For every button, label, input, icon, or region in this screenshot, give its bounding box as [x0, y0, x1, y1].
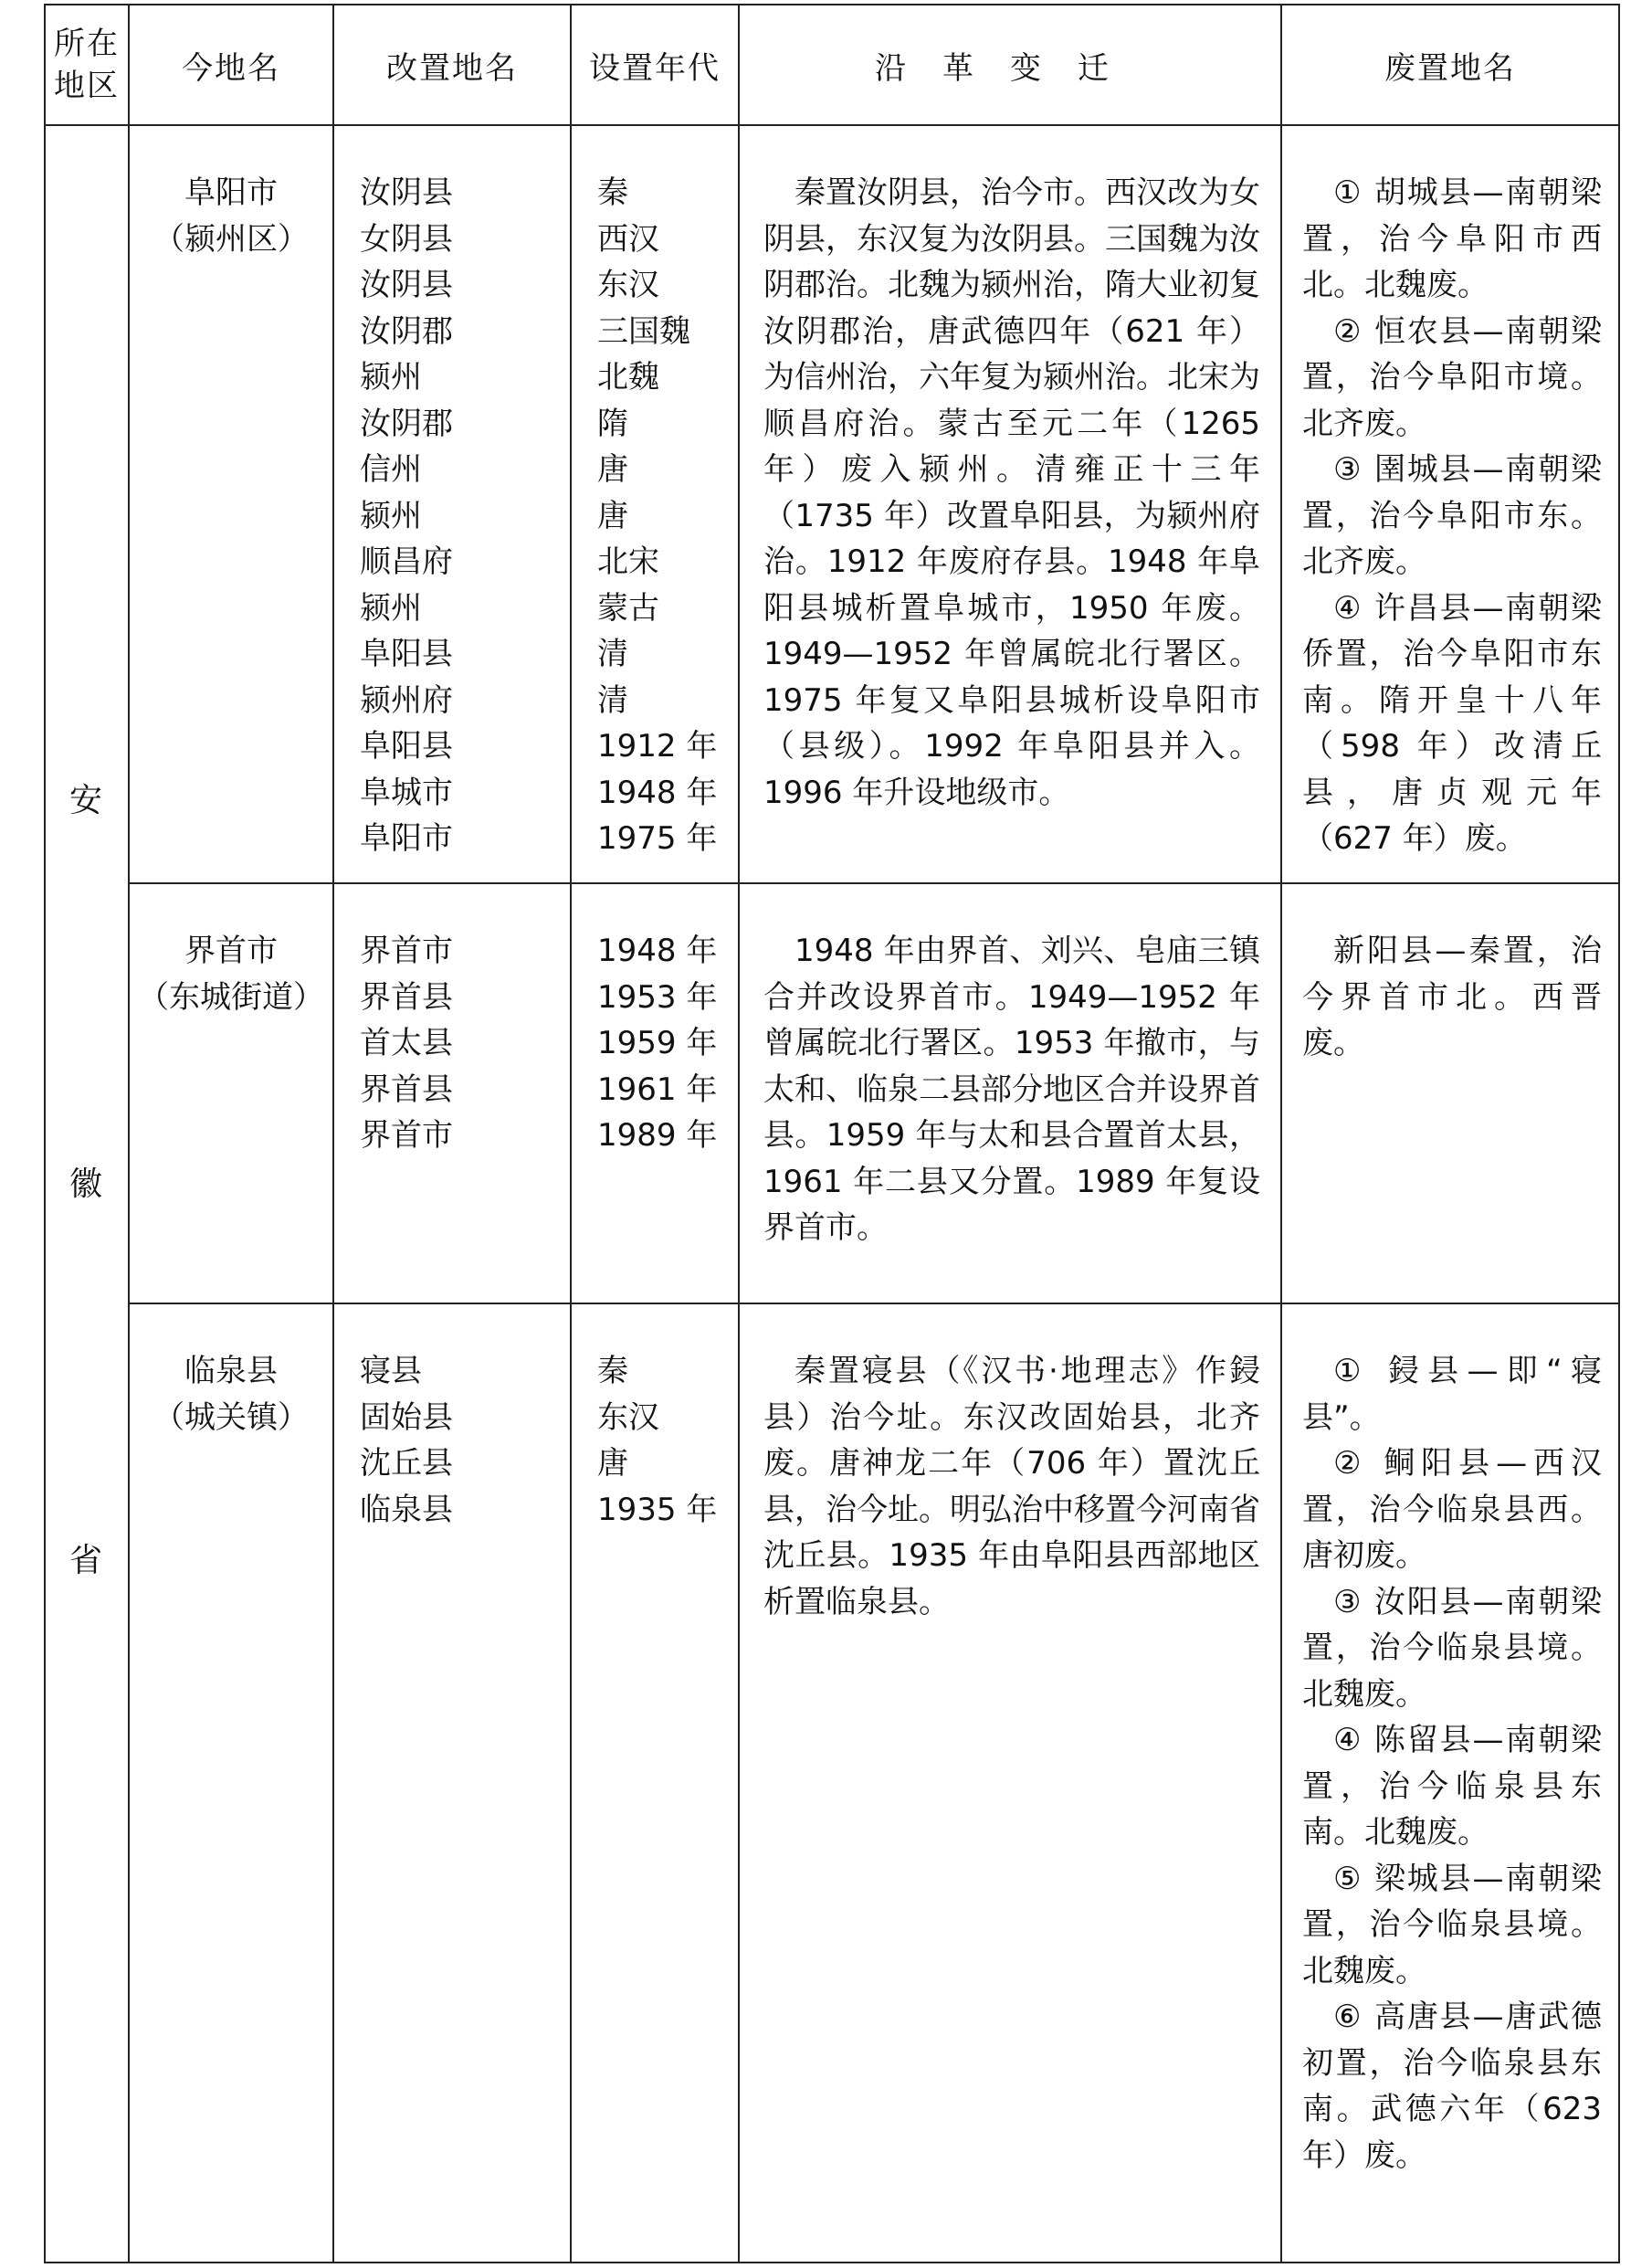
header-region-line2: 地区 — [54, 68, 120, 104]
abolished-item: ⑤ 梁城县—南朝梁置，治今临泉县境。北魏废。 — [1302, 1860, 1602, 1989]
history-text: 1948 年由界首、刘兴、皂庙三镇合并改设界首市。1949—1952 年曾属皖北行署区。1953 年撤市，与太和、临泉二县部分地区合并设界首县。1959 年与太和县合置首太县，1961 年二县又分置。1989 年复设界首市。 — [763, 933, 1260, 1246]
abolished-item: ① 鋟县—即“寝县”。 — [1302, 1353, 1602, 1436]
era-item: 清 — [597, 636, 628, 672]
era-item: 1935 年 — [597, 1491, 718, 1528]
table-row — [45, 125, 1619, 883]
current-name-cell — [129, 1303, 333, 2263]
renamed-item: 界首市 — [360, 933, 453, 969]
table-row — [45, 1303, 1619, 2263]
era-item: 三国魏 — [597, 312, 690, 350]
current-seat: （颍州区） — [153, 220, 309, 258]
era-item: 1959 年 — [597, 1025, 718, 1061]
renamed-cell — [333, 1303, 571, 2263]
renamed-item: 汝阴郡 — [360, 312, 453, 350]
abolished-cell — [1281, 1303, 1619, 2263]
table-row — [45, 883, 1619, 1303]
header-abolished: 废置地名 — [1281, 5, 1619, 125]
header-region — [45, 5, 129, 125]
era-item: 唐 — [597, 451, 628, 488]
history-text: 秦置汝阴县，治今市。西汉改为女阴县，东汉复为汝阴县。三国魏为汝阴郡治。北魏为颍州治，隋大业初复汝阴郡治，唐武德四年（621 年）为信州治，六年复为颍州治。北宋为顺昌府治。蒙古至元二年（1265 年）废入颍州。清雍正十三年（1735 年）改置阜阳县，为颍州府治。1912 年废府存县。1948 年阜阳县城析置阜城市，1950 年废。1949—1952 年曾属皖北行署区。1975 年复又阜阳县城析设阜阳市（县级）。1992 年阜阳县并入。1996 年升设地级市。 — [763, 174, 1260, 811]
abolished-item: ⑥ 高唐县—唐武德初置，治今临泉县东南。武德六年（623 年）废。 — [1302, 1999, 1602, 2174]
renamed-item: 临泉县 — [360, 1491, 453, 1528]
renamed-cell — [333, 125, 571, 883]
current-seat: （城关镇） — [153, 1398, 309, 1436]
gazetteer-table — [44, 4, 1620, 2263]
current-name: 阜阳市 — [184, 174, 278, 211]
current-name: 界首市 — [184, 933, 278, 969]
renamed-item: 阜城市 — [360, 774, 453, 811]
history-cell — [739, 125, 1281, 883]
province-char: 省 — [68, 1542, 102, 1579]
renamed-item: 汝阴县 — [360, 267, 453, 303]
era-item: 东汉 — [597, 1398, 659, 1436]
era-item: 秦 — [597, 1353, 628, 1389]
era-item: 北魏 — [597, 359, 659, 396]
era-item: 西汉 — [597, 220, 659, 258]
current-name: 临泉县 — [184, 1353, 278, 1389]
header-row — [45, 5, 1619, 125]
era-item: 1948 年 — [597, 774, 718, 811]
province-char: 徽 — [68, 1166, 102, 1203]
renamed-item: 阜阳县 — [360, 636, 453, 672]
renamed-item: 界首县 — [360, 1071, 453, 1108]
renamed-item: 界首市 — [360, 1117, 453, 1154]
renamed-item: 固始县 — [360, 1398, 453, 1436]
era-item: 清 — [597, 681, 628, 719]
renamed-item: 阜阳市 — [360, 820, 453, 857]
header-era: 设置年代 — [571, 5, 739, 125]
renamed-item: 颍州府 — [360, 681, 453, 719]
renamed-cell — [333, 883, 571, 1303]
abolished-cell — [1281, 883, 1619, 1303]
header-renamed: 改置地名 — [333, 5, 571, 125]
renamed-item: 女阴县 — [360, 220, 453, 258]
era-item: 唐 — [597, 497, 628, 534]
era-item: 1989 年 — [597, 1117, 718, 1154]
renamed-item: 沈丘县 — [360, 1445, 453, 1482]
header-current-name: 今地名 — [129, 5, 333, 125]
header-region-line1: 所在 — [54, 26, 120, 62]
abolished-item: ② 鲖阳县—西汉置，治今临泉县西。唐初废。 — [1302, 1445, 1602, 1574]
era-cell — [571, 1303, 739, 2263]
era-item: 北宋 — [597, 543, 659, 580]
renamed-item: 阜阳县 — [360, 728, 453, 765]
abolished-item: ② 恒农县—南朝梁置，治今阜阳市境。北齐废。 — [1302, 312, 1602, 442]
renamed-item: 颍州 — [360, 359, 422, 396]
header-history: 沿革变迁 — [739, 5, 1281, 125]
renamed-item: 寝县 — [360, 1353, 422, 1389]
era-item: 蒙古 — [597, 589, 659, 627]
abolished-item: ① 胡城县—南朝梁置，治今阜阳市西北。北魏废。 — [1302, 174, 1602, 303]
era-item: 1912 年 — [597, 728, 718, 765]
renamed-item: 信州 — [360, 451, 422, 488]
era-item: 东汉 — [597, 267, 659, 303]
renamed-item: 首太县 — [360, 1025, 453, 1061]
renamed-item: 顺昌府 — [360, 543, 453, 580]
current-name-cell — [129, 883, 333, 1303]
abolished-item: ③ 汝阳县—南朝梁置，治今临泉县境。北魏废。 — [1302, 1583, 1602, 1713]
current-seat: （东城街道） — [138, 978, 324, 1016]
abolished-item: ③ 圉城县—南朝梁置，治今阜阳市东。北齐废。 — [1302, 451, 1602, 580]
era-item: 1948 年 — [597, 933, 718, 969]
era-item: 秦 — [597, 174, 628, 211]
abolished-item: 新阳县—秦置，治今界首市北。西晋废。 — [1302, 933, 1602, 1061]
history-text: 秦置寝县（《汉书·地理志》作鋟县）治今址。东汉改固始县，北齐废。唐神龙二年（706 年）置沈丘县，治今址。明弘治中移置今河南省沈丘县。1935 年由阜阳县西部地区析置临泉县。 — [763, 1353, 1260, 1620]
era-item: 1961 年 — [597, 1071, 718, 1108]
renamed-item: 汝阴县 — [360, 174, 453, 211]
current-name-cell — [129, 125, 333, 883]
era-item: 1975 年 — [597, 820, 718, 857]
renamed-item: 颍州 — [360, 589, 422, 627]
renamed-item: 颍州 — [360, 497, 422, 534]
era-item: 隋 — [597, 405, 628, 442]
abolished-item: ④ 陈留县—南朝梁置，治今临泉县东南。北魏废。 — [1302, 1722, 1602, 1851]
era-cell — [571, 125, 739, 883]
abolished-item: ④ 许昌县—南朝梁侨置，治今阜阳市东南。隋开皇十八年（598 年）改清丘县，唐贞观元年（627 年）废。 — [1302, 589, 1602, 857]
renamed-item: 汝阴郡 — [360, 405, 453, 442]
era-item: 1953 年 — [597, 978, 718, 1016]
era-cell — [571, 883, 739, 1303]
history-cell — [739, 1303, 1281, 2263]
abolished-cell — [1281, 125, 1619, 883]
era-item: 唐 — [597, 1445, 628, 1482]
history-cell — [739, 883, 1281, 1303]
renamed-item: 界首县 — [360, 978, 453, 1016]
province-char: 安 — [68, 782, 102, 819]
